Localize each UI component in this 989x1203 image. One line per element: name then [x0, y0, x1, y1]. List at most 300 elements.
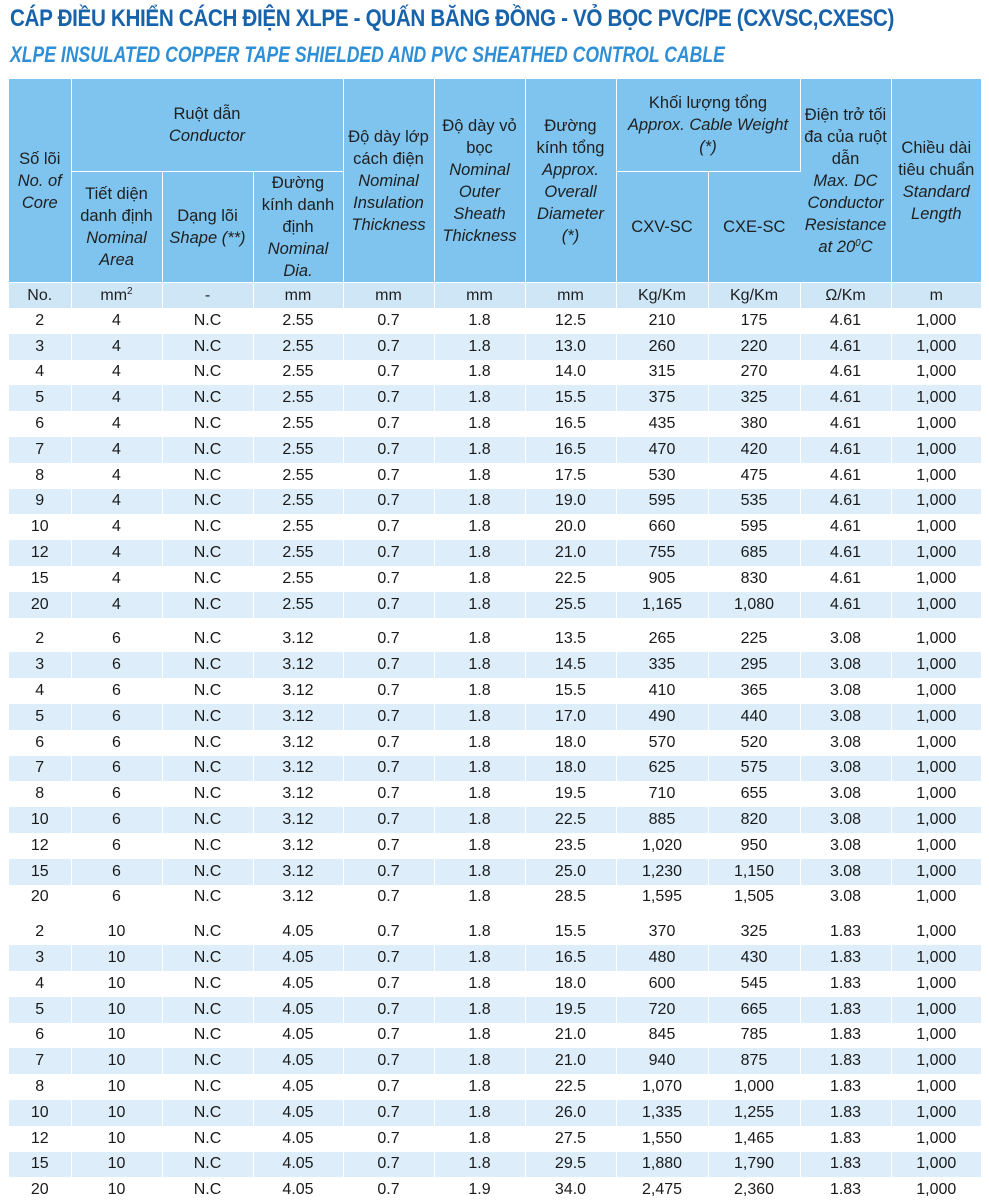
cell-length: 1,000	[891, 1048, 981, 1074]
cell-area: 4	[71, 437, 162, 463]
cell-cores: 8	[9, 1074, 71, 1100]
cell-overall-diameter: 29.5	[525, 1152, 616, 1178]
cell-area: 4	[71, 489, 162, 515]
cell-weight-cxv: 530	[616, 463, 708, 489]
cell-insulation: 0.7	[343, 437, 434, 463]
cell-resistance: 4.61	[800, 489, 891, 515]
cell-resistance: 4.61	[800, 437, 891, 463]
cell-nominal-dia: 3.12	[253, 678, 343, 704]
cell-shape: N.C	[162, 833, 253, 859]
cell-shape: N.C	[162, 334, 253, 360]
header-dia-en: Nominal Dia.	[267, 240, 329, 280]
cell-nominal-dia: 2.55	[253, 385, 343, 411]
cell-length: 1,000	[891, 704, 981, 730]
cell-cores: 15	[9, 566, 71, 592]
cell-resistance: 3.08	[800, 730, 891, 756]
cell-resistance: 1.83	[800, 1048, 891, 1074]
cell-sheath: 1.8	[434, 971, 525, 997]
cell-area: 6	[71, 859, 162, 885]
cell-insulation: 0.7	[343, 540, 434, 566]
cell-cores: 6	[9, 411, 71, 437]
cell-overall-diameter: 22.5	[525, 807, 616, 833]
table-row	[9, 1100, 981, 1126]
cell-sheath: 1.8	[434, 411, 525, 437]
cell-overall-diameter: 22.5	[525, 1074, 616, 1100]
cell-nominal-dia: 3.12	[253, 885, 343, 911]
cell-insulation: 0.7	[343, 1023, 434, 1049]
cell-sheath: 1.8	[434, 781, 525, 807]
cell-weight-cxe: 875	[708, 1048, 800, 1074]
cell-shape: N.C	[162, 997, 253, 1023]
cell-sheath: 1.8	[434, 1074, 525, 1100]
page-title-english: XLPE INSULATED COPPER TAPE SHIELDED AND PVC SHEATHED CONTROL CABLE	[10, 42, 725, 67]
cell-length: 1,000	[891, 540, 981, 566]
cell-overall-diameter: 17.0	[525, 704, 616, 730]
cell-cores: 6	[9, 730, 71, 756]
cell-area: 6	[71, 781, 162, 807]
table-header	[9, 79, 981, 308]
cell-length: 1,000	[891, 859, 981, 885]
table-row	[9, 678, 981, 704]
cell-insulation: 0.7	[343, 781, 434, 807]
cell-weight-cxe: 325	[708, 919, 800, 945]
cell-resistance: 1.83	[800, 1100, 891, 1126]
header-sheath-vn: Độ dày vỏ bọc	[442, 116, 517, 157]
table-row	[9, 1126, 981, 1152]
table-row	[9, 334, 981, 360]
cell-sheath: 1.8	[434, 704, 525, 730]
cell-sheath: 1.8	[434, 859, 525, 885]
cell-sheath: 1.8	[434, 756, 525, 782]
cell-shape: N.C	[162, 730, 253, 756]
cell-overall-diameter: 14.0	[525, 360, 616, 386]
header-resistance-vn: Điện trở tối đa của ruột dẫn	[804, 105, 887, 168]
cell-cores: 12	[9, 540, 71, 566]
cell-sheath: 1.8	[434, 1100, 525, 1126]
cell-area: 4	[71, 514, 162, 540]
table-row	[9, 704, 981, 730]
table-row	[9, 627, 981, 653]
cell-nominal-dia: 4.05	[253, 1074, 343, 1100]
cell-nominal-dia: 2.55	[253, 463, 343, 489]
cell-shape: N.C	[162, 919, 253, 945]
cell-weight-cxv: 1,070	[616, 1074, 708, 1100]
header-sheath-en: Nominal Outer Sheath Thickness	[442, 160, 517, 245]
cell-shape: N.C	[162, 756, 253, 782]
cell-weight-cxv: 2,475	[616, 1177, 708, 1203]
cell-insulation: 0.7	[343, 1074, 434, 1100]
cell-weight-cxv: 260	[616, 334, 708, 360]
cell-resistance: 4.61	[800, 514, 891, 540]
cell-cores: 7	[9, 756, 71, 782]
cell-cores: 7	[9, 1048, 71, 1074]
cell-sheath: 1.8	[434, 1126, 525, 1152]
unit-resistance: Ω/Km	[800, 283, 891, 309]
cell-weight-cxv: 375	[616, 385, 708, 411]
cell-cores: 10	[9, 514, 71, 540]
header-weight	[616, 79, 800, 172]
cell-area: 4	[71, 411, 162, 437]
cell-sheath: 1.8	[434, 1023, 525, 1049]
unit-insulation: mm	[343, 283, 434, 309]
cell-cores: 6	[9, 1023, 71, 1049]
cell-weight-cxe: 475	[708, 463, 800, 489]
cell-shape: N.C	[162, 411, 253, 437]
cell-nominal-dia: 3.12	[253, 807, 343, 833]
cell-shape: N.C	[162, 1126, 253, 1152]
cell-nominal-dia: 2.55	[253, 514, 343, 540]
cell-sheath: 1.8	[434, 833, 525, 859]
table-body	[9, 308, 981, 1203]
cell-insulation: 0.7	[343, 997, 434, 1023]
group-separator	[9, 910, 981, 919]
cell-weight-cxv: 710	[616, 781, 708, 807]
cell-shape: N.C	[162, 652, 253, 678]
cell-nominal-dia: 3.12	[253, 781, 343, 807]
cell-insulation: 0.7	[343, 514, 434, 540]
cell-weight-cxe: 520	[708, 730, 800, 756]
cell-weight-cxv: 885	[616, 807, 708, 833]
cell-weight-cxe: 575	[708, 756, 800, 782]
cell-cores: 3	[9, 652, 71, 678]
cell-shape: N.C	[162, 540, 253, 566]
cell-shape: N.C	[162, 308, 253, 334]
cell-resistance: 3.08	[800, 781, 891, 807]
cell-overall-diameter: 19.0	[525, 489, 616, 515]
cell-length: 1,000	[891, 1126, 981, 1152]
cell-sheath: 1.8	[434, 385, 525, 411]
table-row	[9, 360, 981, 386]
cell-nominal-dia: 3.12	[253, 627, 343, 653]
cell-length: 1,000	[891, 627, 981, 653]
cell-length: 1,000	[891, 592, 981, 618]
cell-overall-diameter: 13.0	[525, 334, 616, 360]
cell-weight-cxv: 315	[616, 360, 708, 386]
cell-weight-cxv: 940	[616, 1048, 708, 1074]
cell-resistance: 1.83	[800, 1074, 891, 1100]
cell-weight-cxe: 325	[708, 385, 800, 411]
cell-length: 1,000	[891, 997, 981, 1023]
cell-weight-cxv: 1,165	[616, 592, 708, 618]
unit-cxe: Kg/Km	[708, 283, 800, 309]
cell-weight-cxe: 595	[708, 514, 800, 540]
cell-cores: 9	[9, 489, 71, 515]
cell-length: 1,000	[891, 566, 981, 592]
cell-shape: N.C	[162, 1023, 253, 1049]
header-cxv-sc: CXV-SC	[616, 172, 708, 283]
cell-nominal-dia: 4.05	[253, 1152, 343, 1178]
cell-cores: 15	[9, 1152, 71, 1178]
cell-overall-diameter: 12.5	[525, 308, 616, 334]
cell-weight-cxv: 570	[616, 730, 708, 756]
cell-area: 10	[71, 1023, 162, 1049]
cell-resistance: 3.08	[800, 678, 891, 704]
cell-length: 1,000	[891, 308, 981, 334]
cell-shape: N.C	[162, 781, 253, 807]
cell-area: 4	[71, 360, 162, 386]
cell-weight-cxe: 175	[708, 308, 800, 334]
header-area	[71, 172, 162, 283]
cell-insulation: 0.7	[343, 678, 434, 704]
table-row	[9, 1152, 981, 1178]
cell-insulation: 0.7	[343, 756, 434, 782]
table-row	[9, 1177, 981, 1203]
page-title-vietnamese: CÁP ĐIỀU KHIỂN CÁCH ĐIỆN XLPE - QUẤN BĂNG ĐỒNG - VỎ BỌC PVC/PE (CXVSC,CXESC)	[10, 5, 895, 32]
cell-insulation: 0.7	[343, 334, 434, 360]
header-cores-vn: Số lõi	[19, 149, 61, 168]
cell-resistance: 1.83	[800, 971, 891, 997]
cell-overall-diameter: 25.0	[525, 859, 616, 885]
cell-weight-cxe: 270	[708, 360, 800, 386]
cell-nominal-dia: 2.55	[253, 308, 343, 334]
cell-nominal-dia: 3.12	[253, 652, 343, 678]
cell-area: 6	[71, 627, 162, 653]
cell-weight-cxv: 1,550	[616, 1126, 708, 1152]
header-overall-en: Approx. Overall Diameter (*)	[537, 160, 604, 245]
cell-weight-cxe: 785	[708, 1023, 800, 1049]
cell-area: 4	[71, 566, 162, 592]
cell-sheath: 1.8	[434, 514, 525, 540]
unit-cxv: Kg/Km	[616, 283, 708, 309]
cell-resistance: 3.08	[800, 704, 891, 730]
cell-overall-diameter: 34.0	[525, 1177, 616, 1203]
cell-sheath: 1.8	[434, 730, 525, 756]
header-insulation-vn: Độ dày lớp cách điện	[348, 127, 429, 168]
header-insulation	[343, 79, 434, 283]
cell-sheath: 1.8	[434, 997, 525, 1023]
cell-area: 4	[71, 463, 162, 489]
cell-shape: N.C	[162, 807, 253, 833]
cell-insulation: 0.7	[343, 1048, 434, 1074]
cell-weight-cxe: 820	[708, 807, 800, 833]
cell-area: 6	[71, 807, 162, 833]
cell-cores: 20	[9, 885, 71, 911]
cell-sheath: 1.8	[434, 566, 525, 592]
cell-weight-cxe: 535	[708, 489, 800, 515]
cell-area: 6	[71, 704, 162, 730]
header-shape-vn: Dạng lõi	[177, 207, 238, 225]
cell-overall-diameter: 28.5	[525, 885, 616, 911]
cell-weight-cxv: 490	[616, 704, 708, 730]
cell-insulation: 0.7	[343, 833, 434, 859]
cell-overall-diameter: 18.0	[525, 971, 616, 997]
table-row	[9, 566, 981, 592]
cell-sheath: 1.8	[434, 652, 525, 678]
cell-length: 1,000	[891, 489, 981, 515]
cell-insulation: 0.7	[343, 385, 434, 411]
cell-length: 1,000	[891, 971, 981, 997]
cell-weight-cxv: 595	[616, 489, 708, 515]
cell-shape: N.C	[162, 704, 253, 730]
cell-sheath: 1.8	[434, 678, 525, 704]
table-row	[9, 730, 981, 756]
cell-cores: 12	[9, 1126, 71, 1152]
cell-weight-cxv: 210	[616, 308, 708, 334]
cell-insulation: 0.7	[343, 489, 434, 515]
cell-resistance: 4.61	[800, 592, 891, 618]
cell-weight-cxv: 755	[616, 540, 708, 566]
header-sheath	[434, 79, 525, 283]
cell-overall-diameter: 21.0	[525, 1023, 616, 1049]
cell-insulation: 0.7	[343, 919, 434, 945]
cell-weight-cxv: 660	[616, 514, 708, 540]
cell-overall-diameter: 21.0	[525, 540, 616, 566]
cell-length: 1,000	[891, 514, 981, 540]
unit-overall: mm	[525, 283, 616, 309]
cell-weight-cxe: 1,505	[708, 885, 800, 911]
cell-sheath: 1.8	[434, 437, 525, 463]
cell-resistance: 3.08	[800, 627, 891, 653]
cell-resistance: 3.08	[800, 652, 891, 678]
cell-nominal-dia: 4.05	[253, 1048, 343, 1074]
cell-weight-cxv: 905	[616, 566, 708, 592]
table-row	[9, 540, 981, 566]
cell-shape: N.C	[162, 1074, 253, 1100]
cell-area: 6	[71, 678, 162, 704]
header-resistance	[800, 79, 891, 283]
cell-nominal-dia: 3.12	[253, 859, 343, 885]
cell-weight-cxv: 1,335	[616, 1100, 708, 1126]
cell-shape: N.C	[162, 627, 253, 653]
cell-length: 1,000	[891, 919, 981, 945]
cell-cores: 8	[9, 781, 71, 807]
cell-weight-cxv: 1,595	[616, 885, 708, 911]
cell-length: 1,000	[891, 1023, 981, 1049]
cell-shape: N.C	[162, 1100, 253, 1126]
cell-weight-cxv: 1,880	[616, 1152, 708, 1178]
cell-overall-diameter: 23.5	[525, 833, 616, 859]
cell-resistance: 4.61	[800, 463, 891, 489]
table-row	[9, 833, 981, 859]
cell-overall-diameter: 15.5	[525, 385, 616, 411]
cell-length: 1,000	[891, 463, 981, 489]
cell-overall-diameter: 16.5	[525, 437, 616, 463]
cell-cores: 4	[9, 971, 71, 997]
header-area-vn: Tiết diện danh định	[80, 185, 153, 225]
header-cxe-sc: CXE-SC	[708, 172, 800, 283]
cell-insulation: 0.7	[343, 308, 434, 334]
cell-insulation: 0.7	[343, 360, 434, 386]
table-row	[9, 437, 981, 463]
cell-nominal-dia: 4.05	[253, 971, 343, 997]
cell-area: 4	[71, 308, 162, 334]
cell-overall-diameter: 26.0	[525, 1100, 616, 1126]
cell-overall-diameter: 17.5	[525, 463, 616, 489]
cell-sheath: 1.8	[434, 945, 525, 971]
cell-nominal-dia: 4.05	[253, 997, 343, 1023]
cell-area: 6	[71, 730, 162, 756]
cell-sheath: 1.9	[434, 1177, 525, 1203]
header-cores	[9, 79, 71, 283]
cell-insulation: 0.7	[343, 652, 434, 678]
cell-area: 4	[71, 385, 162, 411]
cell-area: 4	[71, 540, 162, 566]
cell-weight-cxe: 420	[708, 437, 800, 463]
header-weight-en: Approx. Cable Weight (*)	[627, 116, 789, 156]
cell-cores: 8	[9, 463, 71, 489]
cell-overall-diameter: 19.5	[525, 781, 616, 807]
cell-insulation: 0.7	[343, 730, 434, 756]
cell-nominal-dia: 2.55	[253, 334, 343, 360]
table-row	[9, 308, 981, 334]
cell-length: 1,000	[891, 411, 981, 437]
cell-cores: 3	[9, 334, 71, 360]
cell-nominal-dia: 2.55	[253, 489, 343, 515]
header-nominal-dia	[253, 172, 343, 283]
cell-length: 1,000	[891, 945, 981, 971]
cell-weight-cxe: 1,465	[708, 1126, 800, 1152]
cell-length: 1,000	[891, 807, 981, 833]
cell-cores: 12	[9, 833, 71, 859]
cell-area: 6	[71, 652, 162, 678]
table-row	[9, 489, 981, 515]
cell-area: 10	[71, 1048, 162, 1074]
cell-insulation: 0.7	[343, 704, 434, 730]
cell-weight-cxe: 1,255	[708, 1100, 800, 1126]
cell-weight-cxv: 1,020	[616, 833, 708, 859]
header-conductor-vn: Ruột dẫn	[173, 105, 241, 123]
cell-resistance: 4.61	[800, 308, 891, 334]
cell-resistance: 4.61	[800, 360, 891, 386]
header-length-en: Standard Length	[902, 182, 970, 223]
cell-sheath: 1.8	[434, 627, 525, 653]
cell-shape: N.C	[162, 514, 253, 540]
cell-shape: N.C	[162, 437, 253, 463]
cell-nominal-dia: 2.55	[253, 437, 343, 463]
cell-overall-diameter: 16.5	[525, 411, 616, 437]
table-row	[9, 411, 981, 437]
cell-weight-cxv: 625	[616, 756, 708, 782]
page-titles	[10, 2, 989, 72]
cell-insulation: 0.7	[343, 566, 434, 592]
cell-shape: N.C	[162, 1177, 253, 1203]
cell-length: 1,000	[891, 437, 981, 463]
cell-weight-cxv: 1,230	[616, 859, 708, 885]
table-row	[9, 1074, 981, 1100]
table-row	[9, 652, 981, 678]
cell-weight-cxe: 1,000	[708, 1074, 800, 1100]
cell-weight-cxe: 440	[708, 704, 800, 730]
unit-sheath: mm	[434, 283, 525, 309]
table-row	[9, 945, 981, 971]
cell-nominal-dia: 4.05	[253, 945, 343, 971]
unit-dia: mm	[253, 283, 343, 309]
cell-length: 1,000	[891, 1177, 981, 1203]
cell-insulation: 0.7	[343, 411, 434, 437]
cell-length: 1,000	[891, 1074, 981, 1100]
cable-spec-table	[9, 79, 981, 1203]
header-overall-vn: Đường kính tổng	[536, 116, 605, 157]
cell-length: 1,000	[891, 652, 981, 678]
cell-area: 10	[71, 1074, 162, 1100]
cell-area: 6	[71, 885, 162, 911]
table-row	[9, 885, 981, 911]
unit-shape: -	[162, 283, 253, 309]
cell-area: 10	[71, 971, 162, 997]
cell-area: 10	[71, 945, 162, 971]
cell-cores: 4	[9, 360, 71, 386]
cell-insulation: 0.7	[343, 627, 434, 653]
cell-weight-cxv: 600	[616, 971, 708, 997]
cell-resistance: 4.61	[800, 334, 891, 360]
header-shape-en: Shape (**)	[169, 229, 246, 247]
cell-weight-cxe: 225	[708, 627, 800, 653]
cell-length: 1,000	[891, 833, 981, 859]
unit-area: $mm^2$	[71, 283, 162, 309]
cell-nominal-dia: 3.12	[253, 704, 343, 730]
cell-insulation: 0.7	[343, 885, 434, 911]
cell-resistance: 1.83	[800, 997, 891, 1023]
